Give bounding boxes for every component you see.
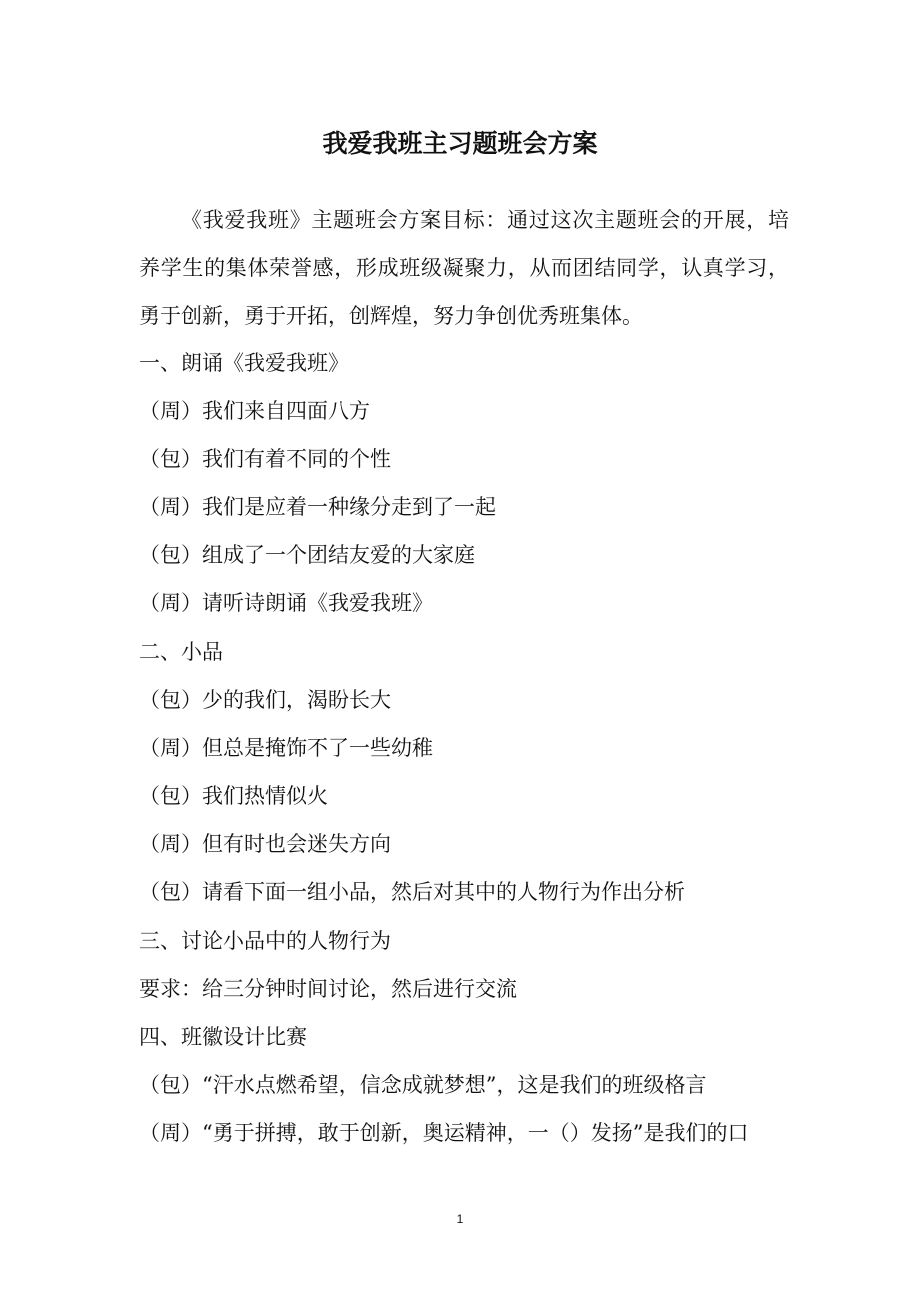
dialogue-line: （包）我们热情似火 <box>139 784 328 808</box>
dialogue-line: （包）组成了一个团结友爱的大家庭 <box>139 543 475 567</box>
intro-paragraph: 《我爱我班》主题班会方案目标：通过这次主题班会的开展，培养学生的集体荣誉感，形成班级凝聚力，从而团结同学，认真学习，勇于创新，勇于开拓，创辉煌，努力争创优秀班集体。 <box>139 208 789 328</box>
dialogue-line: （周）“勇于拼搏，敢于创新，奥运精神，一（）发扬”是我们的口 <box>139 1121 749 1145</box>
page-title: 我爱我班主习题班会方案 <box>322 129 598 158</box>
dialogue-line: （周）但有时也会迷失方向 <box>139 832 391 856</box>
dialogue-line: （周）请听诗朗诵《我爱我班》 <box>139 591 433 615</box>
dialogue-line: （包）我们有着不同的个性 <box>139 447 391 471</box>
dialogue-line: （周）但总是掩饰不了一些幼稚 <box>139 736 433 760</box>
dialogue-line: （包）“汗水点燃希望，信念成就梦想”，这是我们的班级格言 <box>139 1073 707 1097</box>
dialogue-line: （周）我们是应着一种缘分走到了一起 <box>139 495 496 519</box>
section-heading-1: 一、朗诵《我爱我班》 <box>139 351 349 375</box>
dialogue-line: （包）少的我们，渴盼长大 <box>139 688 391 712</box>
requirement-line: 要求：给三分钟时间讨论，然后进行交流 <box>139 977 517 1001</box>
section-heading-4: 四、班徽设计比赛 <box>139 1025 307 1049</box>
section-heading-2: 二、小品 <box>139 640 223 664</box>
dialogue-line: （包）请看下面一组小品，然后对其中的人物行为作出分析 <box>139 880 685 904</box>
page-number: 1 <box>456 1212 464 1226</box>
section-heading-3: 三、讨论小品中的人物行为 <box>139 929 391 953</box>
dialogue-line: （周）我们来自四面八方 <box>139 399 370 423</box>
